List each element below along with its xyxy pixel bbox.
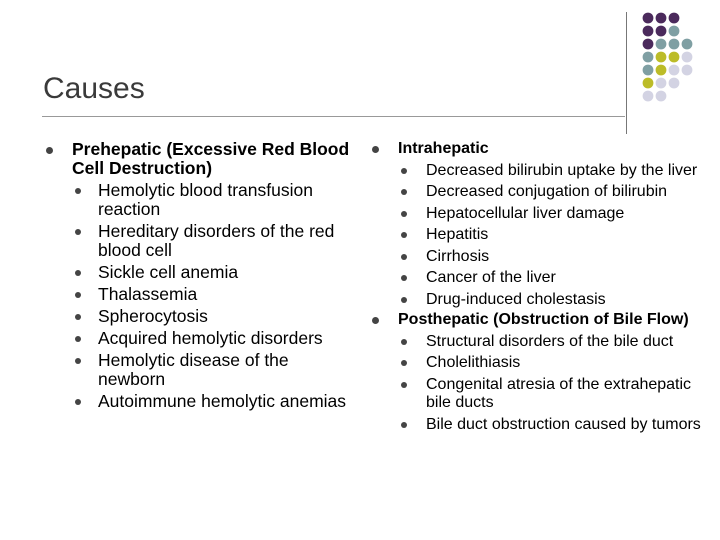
- cause-label: Hereditary disorders of the red blood cell: [98, 221, 335, 260]
- cause-label: Cirrhosis: [426, 247, 490, 265]
- bullet-icon: [401, 254, 407, 260]
- decorative-dot: [643, 91, 654, 102]
- bullet-icon: [401, 422, 407, 428]
- cause-label: Hemolytic blood transfusion reaction: [98, 180, 313, 219]
- decorative-dot: [682, 65, 693, 76]
- decorative-dot: [669, 78, 680, 89]
- sub-list: [72, 181, 356, 411]
- category-label: Posthepatic (Obstruction of Bile Flow): [398, 311, 689, 328]
- cause-item: [398, 354, 708, 373]
- decorative-dot: [682, 39, 693, 50]
- bullet-icon: [401, 275, 407, 281]
- decorative-dot: [669, 26, 680, 37]
- cause-label: Acquired hemolytic disorders: [98, 328, 323, 348]
- decorative-dot: [643, 26, 654, 37]
- decorative-dot: [669, 13, 680, 24]
- bullet-icon: [401, 382, 407, 388]
- cause-label: Drug-induced cholestasis: [426, 290, 606, 308]
- cause-label: Decreased bilirubin uptake by the liver: [426, 161, 698, 179]
- category-item: [368, 311, 708, 434]
- bullet-icon: [401, 360, 407, 366]
- category-item: [46, 140, 356, 411]
- cause-label: Hemolytic disease of the newborn: [98, 350, 289, 389]
- cause-item: [398, 248, 708, 267]
- decorative-dot: [643, 13, 654, 24]
- decorative-dot: [656, 52, 667, 63]
- cause-item: [72, 181, 356, 219]
- cause-item: [398, 291, 708, 310]
- cause-item: [72, 392, 356, 411]
- bullet-icon: [401, 168, 407, 174]
- cause-label: Decreased conjugation of bilirubin: [426, 183, 668, 200]
- bullet-icon: [401, 232, 407, 238]
- cause-item: [398, 183, 708, 202]
- sub-list: [398, 333, 708, 435]
- decorative-dot: [643, 65, 654, 76]
- vertical-divider: [626, 12, 627, 134]
- cause-label: Thalassemia: [98, 284, 198, 304]
- right-column: [368, 138, 708, 434]
- bullet-icon: [75, 292, 81, 298]
- cause-item: [398, 269, 708, 288]
- sub-list: [398, 162, 708, 310]
- title-divider: [42, 116, 625, 117]
- cause-item: [398, 333, 708, 352]
- bullet-icon: [46, 147, 53, 154]
- decorative-dot: [656, 39, 667, 50]
- decorative-dot: [643, 78, 654, 89]
- bullet-icon: [75, 229, 81, 235]
- cause-label: Cholelithiasis: [426, 354, 521, 371]
- bullet-icon: [75, 358, 81, 364]
- cause-item: [72, 285, 356, 304]
- decorative-dot: [656, 13, 667, 24]
- cause-item: [398, 416, 708, 435]
- cause-label: Sickle cell anemia: [98, 262, 239, 282]
- bullet-icon: [75, 270, 81, 276]
- cause-item: [398, 205, 708, 224]
- category-label: Intrahepatic: [398, 140, 489, 157]
- cause-label: Cancer of the liver: [426, 269, 556, 286]
- cause-label: Structural disorders of the bile duct: [426, 332, 674, 350]
- left-bullet-list: [46, 140, 356, 411]
- cause-item: [398, 226, 708, 245]
- bullet-icon: [401, 211, 407, 217]
- bullet-icon: [75, 314, 81, 320]
- cause-item: [398, 162, 708, 181]
- bullet-icon: [75, 188, 81, 194]
- cause-item: [72, 329, 356, 348]
- bullet-icon: [75, 399, 81, 405]
- category-label: Prehepatic (Excessive Red Blood Cell Destruction): [72, 139, 350, 178]
- cause-label: Autoimmune hemolytic anemias: [98, 391, 347, 411]
- bullet-icon: [372, 317, 379, 324]
- decorative-dot: [643, 52, 654, 63]
- cause-label: Spherocytosis: [98, 306, 208, 326]
- cause-label: Congenital atresia of the extrahepatic bile ducts: [426, 375, 692, 411]
- bullet-icon: [401, 297, 407, 303]
- decorative-dot: [656, 65, 667, 76]
- decorative-dot: [643, 39, 654, 50]
- bullet-icon: [372, 146, 379, 153]
- bullet-icon: [75, 336, 81, 342]
- left-column: [46, 138, 356, 411]
- decorative-dot: [656, 91, 667, 102]
- cause-item: [398, 376, 708, 413]
- slide-title: Causes: [43, 72, 145, 105]
- decorative-dot: [682, 52, 693, 63]
- cause-label: Bile duct obstruction caused by tumors: [426, 415, 701, 433]
- cause-label: Hepatitis: [426, 226, 489, 243]
- decorative-dot: [669, 52, 680, 63]
- cause-label: Hepatocellular liver damage: [426, 204, 625, 222]
- bullet-icon: [401, 189, 407, 195]
- right-bullet-list: [368, 140, 708, 434]
- cause-item: [72, 351, 356, 389]
- cause-item: [72, 307, 356, 326]
- decorative-dot: [669, 65, 680, 76]
- bullet-icon: [401, 339, 407, 345]
- decorative-dot: [669, 39, 680, 50]
- decorative-dot: [656, 26, 667, 37]
- category-item: [368, 140, 708, 309]
- cause-item: [72, 222, 356, 260]
- decorative-dot: [656, 78, 667, 89]
- cause-item: [72, 263, 356, 282]
